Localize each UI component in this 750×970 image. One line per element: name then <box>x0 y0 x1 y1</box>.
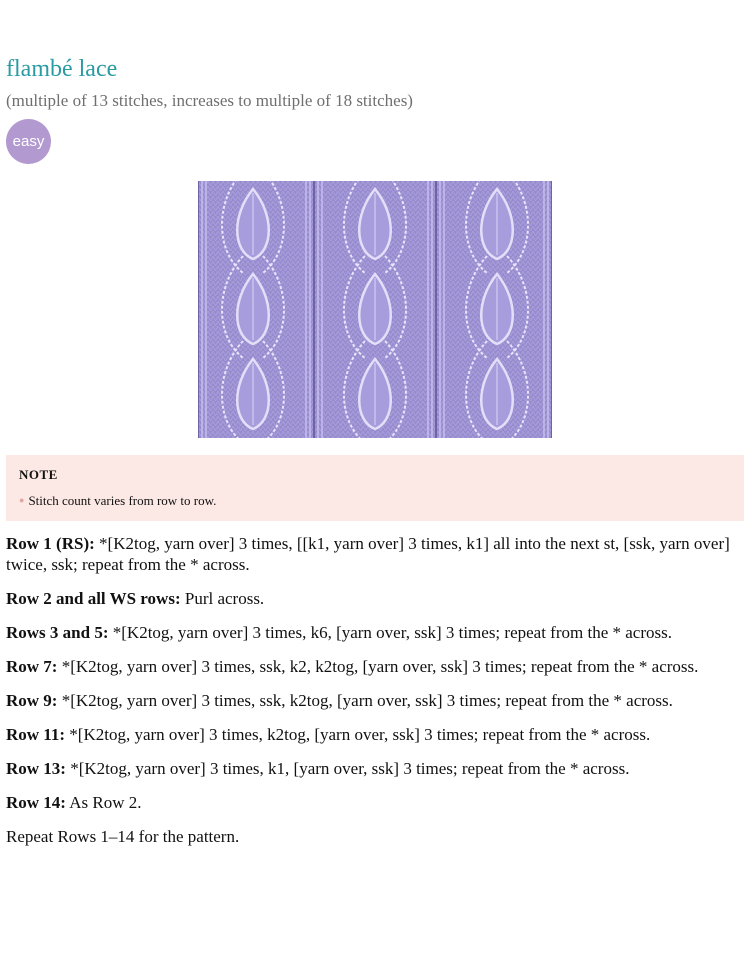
note-item <box>19 492 216 509</box>
instruction-row <box>6 588 746 609</box>
note-item-text: Stitch count varies from row to row. <box>28 493 217 508</box>
instruction-row <box>6 758 746 779</box>
instruction-row <box>6 792 746 813</box>
row-text: *[K2tog, yarn over] 3 times, k2tog, [yarn over, ssk] 3 times; repeat from the * across. <box>65 725 651 744</box>
note-box <box>6 455 744 521</box>
pattern-subtitle: (multiple of 13 stitches, increases to multiple of 18 stitches) <box>6 91 413 110</box>
row-label: Row 13: <box>6 759 66 778</box>
row-text: *[K2tog, yarn over] 3 times, ssk, k2, k2tog, [yarn over, ssk] 3 times; repeat from the * across. <box>57 657 699 676</box>
row-text: Purl across. <box>180 589 265 608</box>
row-label: Rows 3 and 5: <box>6 623 109 642</box>
row-label: Row 11: <box>6 725 66 744</box>
pattern-instructions <box>6 533 746 860</box>
row-label: Row 9: <box>6 691 58 710</box>
row-text: As Row 2. <box>65 793 142 812</box>
repeat-instruction: Repeat Rows 1–14 for the pattern. <box>6 827 240 846</box>
instruction-row <box>6 533 746 575</box>
row-text: *[K2tog, yarn over] 3 times, ssk, k2tog, [yarn over, ssk] 3 times; repeat from the * across. <box>57 691 673 710</box>
row-text: *[K2tog, yarn over] 3 times, [[k1, yarn over] 3 times, k1] all into the next st, [ssk, yarn over] twice, ssk; repeat from the * across. <box>6 534 730 574</box>
swatch-leaf-motifs <box>198 181 552 438</box>
row-label: Row 1 (RS): <box>6 534 95 553</box>
instruction-row <box>6 656 746 677</box>
instruction-row <box>6 622 746 643</box>
row-text: *[K2tog, yarn over] 3 times, k6, [yarn over, ssk] 3 times; repeat from the * across. <box>108 623 672 642</box>
instruction-row <box>6 690 746 711</box>
row-label: Row 2 and all WS rows: <box>6 589 181 608</box>
knitted-swatch-image <box>198 181 552 438</box>
row-label: Row 7: <box>6 657 58 676</box>
instruction-row <box>6 724 746 745</box>
note-heading: NOTE <box>19 467 58 482</box>
difficulty-badge: easy <box>6 119 51 164</box>
bullet-icon: ● <box>19 495 25 505</box>
row-label: Row 14: <box>6 793 66 812</box>
row-text: *[K2tog, yarn over] 3 times, k1, [yarn over, ssk] 3 times; repeat from the * across. <box>65 759 630 778</box>
pattern-title: flambé lace <box>6 56 118 82</box>
